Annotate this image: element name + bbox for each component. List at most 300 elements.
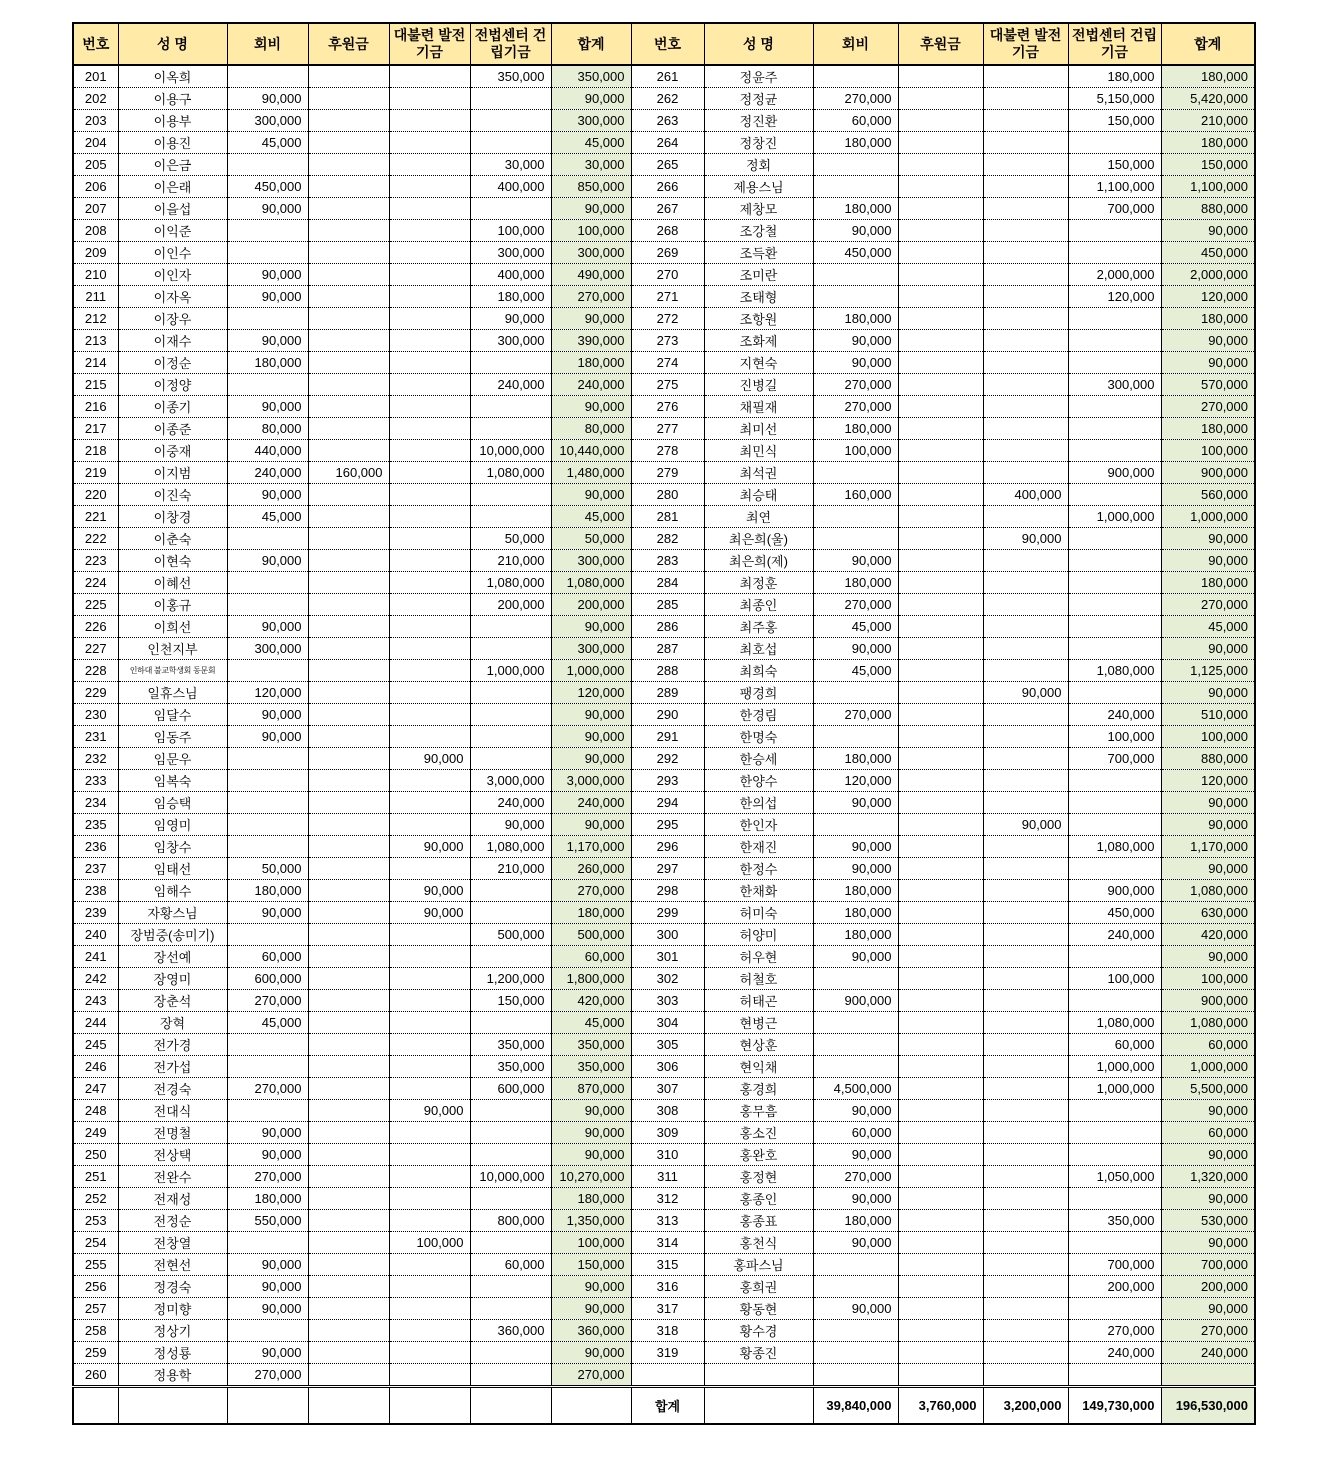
cell-no-left: 211 <box>73 286 118 308</box>
cell-dev-fund-left <box>389 242 470 264</box>
cell-donation-right <box>898 308 983 330</box>
cell-dev-fund-right <box>983 880 1068 902</box>
cell-name-left: 이용구 <box>118 88 227 110</box>
cell-dev-fund-left <box>389 65 470 88</box>
cell-donation-left <box>308 528 389 550</box>
cell-no-right: 275 <box>631 374 704 396</box>
table-row <box>73 616 1255 638</box>
cell-name-left: 이정양 <box>118 374 227 396</box>
cell-center-fund-right <box>1068 594 1161 616</box>
cell-donation-left: 160,000 <box>308 462 389 484</box>
cell-fee-left <box>227 594 308 616</box>
cell-donation-right <box>898 1298 983 1320</box>
summary-fee-total: 39,840,000 <box>813 1387 898 1425</box>
cell-donation-left <box>308 176 389 198</box>
cell-no-left: 251 <box>73 1166 118 1188</box>
cell-center-fund-right <box>1068 1122 1161 1144</box>
cell-donation-left <box>308 858 389 880</box>
cell-dev-fund-left <box>389 726 470 748</box>
cell-dev-fund-left <box>389 1342 470 1364</box>
cell-no-right: 298 <box>631 880 704 902</box>
cell-donation-left <box>308 1232 389 1254</box>
cell-dev-fund-right <box>983 1276 1068 1298</box>
cell-donation-right <box>898 506 983 528</box>
cell-no-right: 319 <box>631 1342 704 1364</box>
cell-dev-fund-right <box>983 440 1068 462</box>
table-row <box>73 1166 1255 1188</box>
cell-center-fund-left: 10,000,000 <box>470 440 551 462</box>
cell-no-left: 229 <box>73 682 118 704</box>
cell-center-fund-left <box>470 1276 551 1298</box>
cell-total-right: 900,000 <box>1161 990 1255 1012</box>
cell-name-right: 제창모 <box>704 198 813 220</box>
cell-dev-fund-right <box>983 264 1068 286</box>
cell-name-right: 허미숙 <box>704 902 813 924</box>
table-row <box>73 1254 1255 1276</box>
cell-total-right: 90,000 <box>1161 858 1255 880</box>
cell-donation-right <box>898 440 983 462</box>
cell-fee-left: 90,000 <box>227 484 308 506</box>
cell-donation-left <box>308 242 389 264</box>
cell-total-left: 90,000 <box>551 88 631 110</box>
table-row <box>73 440 1255 462</box>
table-row <box>73 1122 1255 1144</box>
header-fee-right: 회비 <box>813 23 898 65</box>
cell-no-left: 240 <box>73 924 118 946</box>
cell-no-right: 285 <box>631 594 704 616</box>
cell-donation-right <box>898 528 983 550</box>
cell-dev-fund-right <box>983 242 1068 264</box>
cell-center-fund-right <box>1068 1298 1161 1320</box>
cell-dev-fund-right <box>983 660 1068 682</box>
header-center-fund-right: 전법센터 건립기금 <box>1068 23 1161 65</box>
cell-center-fund-right: 100,000 <box>1068 968 1161 990</box>
cell-center-fund-left: 1,200,000 <box>470 968 551 990</box>
summary-dev-fund-total: 3,200,000 <box>983 1387 1068 1425</box>
cell-donation-left <box>308 154 389 176</box>
cell-fee-left: 90,000 <box>227 330 308 352</box>
cell-center-fund-left <box>470 1144 551 1166</box>
cell-total-left: 90,000 <box>551 308 631 330</box>
cell-total-left: 260,000 <box>551 858 631 880</box>
cell-total-left: 45,000 <box>551 1012 631 1034</box>
table-row <box>73 462 1255 484</box>
cell-donation-left <box>308 946 389 968</box>
cell-dev-fund-left: 90,000 <box>389 1100 470 1122</box>
cell-dev-fund-right <box>983 1188 1068 1210</box>
cell-donation-left <box>308 726 389 748</box>
cell-fee-right: 270,000 <box>813 374 898 396</box>
cell-no-right: 264 <box>631 132 704 154</box>
cell-name-right: 한인자 <box>704 814 813 836</box>
cell-name-right: 최은희(울) <box>704 528 813 550</box>
cell-total-right: 1,125,000 <box>1161 660 1255 682</box>
cell-donation-left <box>308 1078 389 1100</box>
cell-no-right: 299 <box>631 902 704 924</box>
cell-center-fund-right: 300,000 <box>1068 374 1161 396</box>
cell-total-left: 490,000 <box>551 264 631 286</box>
cell-donation-left <box>308 902 389 924</box>
cell-total-right: 90,000 <box>1161 1100 1255 1122</box>
cell-total-left: 300,000 <box>551 638 631 660</box>
table-row <box>73 418 1255 440</box>
cell-donation-left <box>308 594 389 616</box>
cell-no-right: 307 <box>631 1078 704 1100</box>
header-no-left: 번호 <box>73 23 118 65</box>
cell-name-right: 홍천식 <box>704 1232 813 1254</box>
cell-donation-left <box>308 616 389 638</box>
cell-no-right: 263 <box>631 110 704 132</box>
cell-dev-fund-right <box>983 1122 1068 1144</box>
cell-name-left: 이용부 <box>118 110 227 132</box>
cell-total-right: 100,000 <box>1161 726 1255 748</box>
cell-center-fund-left <box>470 132 551 154</box>
cell-fee-left: 90,000 <box>227 88 308 110</box>
cell-name-left: 정미향 <box>118 1298 227 1320</box>
cell-no-left: 241 <box>73 946 118 968</box>
cell-no-right: 308 <box>631 1100 704 1122</box>
cell-dev-fund-left <box>389 638 470 660</box>
cell-center-fund-left: 90,000 <box>470 814 551 836</box>
cell-no-right: 282 <box>631 528 704 550</box>
cell-center-fund-left <box>470 88 551 110</box>
cell-fee-left: 90,000 <box>227 286 308 308</box>
cell-no-right: 317 <box>631 1298 704 1320</box>
cell-total-left: 30,000 <box>551 154 631 176</box>
cell-donation-left <box>308 1254 389 1276</box>
cell-no-right: 272 <box>631 308 704 330</box>
cell-name-left: 이을섭 <box>118 198 227 220</box>
cell-donation-right <box>898 418 983 440</box>
table-row <box>73 242 1255 264</box>
cell-total-left: 180,000 <box>551 352 631 374</box>
summary-empty-cell <box>470 1387 551 1425</box>
cell-center-fund-left <box>470 1232 551 1254</box>
cell-no-left: 207 <box>73 198 118 220</box>
cell-total-right: 1,080,000 <box>1161 880 1255 902</box>
cell-dev-fund-left <box>389 176 470 198</box>
table-row <box>73 220 1255 242</box>
cell-donation-right <box>898 176 983 198</box>
cell-fee-right: 90,000 <box>813 836 898 858</box>
cell-donation-right <box>898 110 983 132</box>
cell-total-right: 530,000 <box>1161 1210 1255 1232</box>
cell-total-left: 240,000 <box>551 792 631 814</box>
cell-fee-right <box>813 1276 898 1298</box>
cell-total-right: 510,000 <box>1161 704 1255 726</box>
cell-dev-fund-right <box>983 65 1068 88</box>
cell-no-right: 296 <box>631 836 704 858</box>
cell-total-right: 180,000 <box>1161 308 1255 330</box>
table-row <box>73 704 1255 726</box>
cell-no-right: 268 <box>631 220 704 242</box>
cell-donation-left <box>308 1034 389 1056</box>
table-row <box>73 176 1255 198</box>
cell-donation-right <box>898 132 983 154</box>
cell-no-right: 266 <box>631 176 704 198</box>
cell-no-left: 260 <box>73 1364 118 1387</box>
cell-name-left: 이은금 <box>118 154 227 176</box>
summary-empty-cell <box>551 1387 631 1425</box>
cell-name-left: 정상기 <box>118 1320 227 1342</box>
cell-donation-left <box>308 968 389 990</box>
summary-donation-total: 3,760,000 <box>898 1387 983 1425</box>
table-row <box>73 1100 1255 1122</box>
cell-dev-fund-left <box>389 1122 470 1144</box>
cell-donation-left <box>308 330 389 352</box>
cell-no-right: 281 <box>631 506 704 528</box>
table-row <box>73 352 1255 374</box>
cell-donation-right <box>898 1364 983 1387</box>
cell-fee-right: 270,000 <box>813 88 898 110</box>
cell-fee-left: 270,000 <box>227 1166 308 1188</box>
cell-donation-left <box>308 1342 389 1364</box>
cell-name-left: 이자옥 <box>118 286 227 308</box>
table-row <box>73 484 1255 506</box>
cell-no-left: 224 <box>73 572 118 594</box>
cell-total-right: 90,000 <box>1161 330 1255 352</box>
table-row <box>73 264 1255 286</box>
cell-name-left: 이혜선 <box>118 572 227 594</box>
cell-center-fund-right: 2,000,000 <box>1068 264 1161 286</box>
cell-name-left: 이희선 <box>118 616 227 638</box>
cell-center-fund-right <box>1068 550 1161 572</box>
cell-dev-fund-left: 100,000 <box>389 1232 470 1254</box>
cell-center-fund-left <box>470 110 551 132</box>
table-row <box>73 396 1255 418</box>
cell-dev-fund-left <box>389 990 470 1012</box>
cell-total-right: 420,000 <box>1161 924 1255 946</box>
summary-grand-total: 196,530,000 <box>1161 1387 1255 1425</box>
cell-fee-right <box>813 968 898 990</box>
cell-center-fund-left <box>470 352 551 374</box>
cell-center-fund-left: 360,000 <box>470 1320 551 1342</box>
cell-total-left: 90,000 <box>551 814 631 836</box>
cell-name-right: 현익채 <box>704 1056 813 1078</box>
table-row <box>73 594 1255 616</box>
cell-fee-right: 90,000 <box>813 858 898 880</box>
cell-fee-right: 450,000 <box>813 242 898 264</box>
cell-name-left: 자황스님 <box>118 902 227 924</box>
cell-no-left: 209 <box>73 242 118 264</box>
cell-fee-left: 270,000 <box>227 1078 308 1100</box>
table-row <box>73 660 1255 682</box>
cell-no-left: 233 <box>73 770 118 792</box>
cell-total-right: 2,000,000 <box>1161 264 1255 286</box>
cell-dev-fund-left <box>389 1034 470 1056</box>
cell-dev-fund-left <box>389 968 470 990</box>
cell-center-fund-left: 180,000 <box>470 286 551 308</box>
cell-total-left: 350,000 <box>551 1034 631 1056</box>
cell-center-fund-left: 400,000 <box>470 176 551 198</box>
cell-dev-fund-left <box>389 594 470 616</box>
cell-center-fund-right: 200,000 <box>1068 1276 1161 1298</box>
cell-donation-right <box>898 396 983 418</box>
cell-total-left: 350,000 <box>551 1056 631 1078</box>
cell-fee-right: 180,000 <box>813 748 898 770</box>
cell-name-right: 한재진 <box>704 836 813 858</box>
cell-fee-right: 270,000 <box>813 704 898 726</box>
cell-dev-fund-left <box>389 682 470 704</box>
cell-donation-left <box>308 418 389 440</box>
cell-dev-fund-right <box>983 1364 1068 1387</box>
cell-total-right: 90,000 <box>1161 814 1255 836</box>
cell-fee-left <box>227 1034 308 1056</box>
cell-total-right: 100,000 <box>1161 968 1255 990</box>
cell-donation-right <box>898 220 983 242</box>
table-row <box>73 1034 1255 1056</box>
cell-name-left: 전가섭 <box>118 1056 227 1078</box>
cell-no-left: 203 <box>73 110 118 132</box>
summary-empty-cell <box>308 1387 389 1425</box>
cell-donation-left <box>308 1276 389 1298</box>
cell-center-fund-right <box>1068 1188 1161 1210</box>
cell-name-left: 전상택 <box>118 1144 227 1166</box>
cell-dev-fund-right <box>983 572 1068 594</box>
table-row <box>73 308 1255 330</box>
cell-center-fund-left: 150,000 <box>470 990 551 1012</box>
cell-name-left: 이재수 <box>118 330 227 352</box>
cell-dev-fund-left <box>389 1364 470 1387</box>
cell-no-right <box>631 1364 704 1387</box>
cell-fee-left: 180,000 <box>227 880 308 902</box>
cell-name-right: 홍종인 <box>704 1188 813 1210</box>
cell-center-fund-right: 1,080,000 <box>1068 660 1161 682</box>
cell-name-left: 인천지부 <box>118 638 227 660</box>
cell-no-left: 237 <box>73 858 118 880</box>
cell-no-left: 227 <box>73 638 118 660</box>
cell-name-left: 임문우 <box>118 748 227 770</box>
cell-dev-fund-left <box>389 1144 470 1166</box>
cell-no-right: 288 <box>631 660 704 682</box>
cell-center-fund-left: 1,080,000 <box>470 836 551 858</box>
cell-total-left: 10,440,000 <box>551 440 631 462</box>
cell-fee-right: 4,500,000 <box>813 1078 898 1100</box>
cell-center-fund-left <box>470 748 551 770</box>
cell-center-fund-left <box>470 506 551 528</box>
cell-center-fund-right: 700,000 <box>1068 748 1161 770</box>
cell-center-fund-right: 120,000 <box>1068 286 1161 308</box>
cell-name-right: 한정수 <box>704 858 813 880</box>
cell-total-left: 1,350,000 <box>551 1210 631 1232</box>
cell-total-right: 90,000 <box>1161 1298 1255 1320</box>
cell-name-right: 최정훈 <box>704 572 813 594</box>
cell-dev-fund-right <box>983 1298 1068 1320</box>
cell-name-left: 전현선 <box>118 1254 227 1276</box>
cell-donation-left <box>308 484 389 506</box>
cell-fee-left <box>227 924 308 946</box>
cell-no-right: 300 <box>631 924 704 946</box>
cell-total-left: 45,000 <box>551 506 631 528</box>
cell-donation-right <box>898 1232 983 1254</box>
cell-center-fund-right: 900,000 <box>1068 880 1161 902</box>
cell-dev-fund-right <box>983 594 1068 616</box>
summary-empty-cell <box>389 1387 470 1425</box>
table-row <box>73 1320 1255 1342</box>
cell-dev-fund-left <box>389 1166 470 1188</box>
cell-name-right: 조항원 <box>704 308 813 330</box>
cell-center-fund-left: 600,000 <box>470 1078 551 1100</box>
cell-no-right: 269 <box>631 242 704 264</box>
table-row <box>73 880 1255 902</box>
cell-center-fund-left: 30,000 <box>470 154 551 176</box>
cell-fee-left <box>227 242 308 264</box>
cell-center-fund-right <box>1068 858 1161 880</box>
cell-name-right: 홍종표 <box>704 1210 813 1232</box>
cell-dev-fund-left <box>389 572 470 594</box>
cell-center-fund-right <box>1068 418 1161 440</box>
cell-center-fund-right: 150,000 <box>1068 110 1161 132</box>
cell-fee-left <box>227 1056 308 1078</box>
cell-name-right <box>704 1364 813 1387</box>
cell-no-left: 246 <box>73 1056 118 1078</box>
cell-center-fund-left <box>470 682 551 704</box>
cell-donation-left <box>308 1188 389 1210</box>
cell-donation-right <box>898 1320 983 1342</box>
cell-name-left: 이장우 <box>118 308 227 330</box>
cell-total-left: 270,000 <box>551 1364 631 1387</box>
cell-no-left: 236 <box>73 836 118 858</box>
cell-donation-left <box>308 110 389 132</box>
cell-donation-right <box>898 902 983 924</box>
cell-donation-right <box>898 1056 983 1078</box>
cell-dev-fund-right <box>983 1254 1068 1276</box>
cell-dev-fund-left <box>389 198 470 220</box>
cell-fee-right: 180,000 <box>813 572 898 594</box>
cell-donation-right <box>898 572 983 594</box>
cell-no-right: 284 <box>631 572 704 594</box>
cell-center-fund-right: 700,000 <box>1068 198 1161 220</box>
cell-name-right: 최주홍 <box>704 616 813 638</box>
cell-fee-right <box>813 286 898 308</box>
cell-dev-fund-right <box>983 836 1068 858</box>
cell-no-left: 206 <box>73 176 118 198</box>
cell-dev-fund-left <box>389 352 470 374</box>
cell-center-fund-right <box>1068 484 1161 506</box>
cell-no-right: 318 <box>631 1320 704 1342</box>
cell-name-right: 허우현 <box>704 946 813 968</box>
cell-fee-left: 50,000 <box>227 858 308 880</box>
cell-donation-right <box>898 990 983 1012</box>
cell-dev-fund-left <box>389 440 470 462</box>
cell-total-right: 120,000 <box>1161 770 1255 792</box>
cell-center-fund-left <box>470 1298 551 1320</box>
cell-fee-left: 45,000 <box>227 506 308 528</box>
cell-fee-left: 90,000 <box>227 616 308 638</box>
cell-center-fund-left <box>470 946 551 968</box>
cell-dev-fund-right <box>983 154 1068 176</box>
cell-center-fund-right <box>1068 1232 1161 1254</box>
cell-donation-right <box>898 198 983 220</box>
cell-dev-fund-left <box>389 616 470 638</box>
cell-total-left: 90,000 <box>551 1122 631 1144</box>
cell-no-right: 289 <box>631 682 704 704</box>
cell-center-fund-left: 10,000,000 <box>470 1166 551 1188</box>
cell-dev-fund-left <box>389 924 470 946</box>
cell-name-right: 최미선 <box>704 418 813 440</box>
cell-fee-right <box>813 1342 898 1364</box>
cell-dev-fund-left <box>389 814 470 836</box>
cell-no-right: 314 <box>631 1232 704 1254</box>
cell-name-left: 이현숙 <box>118 550 227 572</box>
cell-total-right: 100,000 <box>1161 440 1255 462</box>
table-row <box>73 946 1255 968</box>
cell-name-right: 정창진 <box>704 132 813 154</box>
cell-donation-left <box>308 374 389 396</box>
cell-donation-right <box>898 1144 983 1166</box>
cell-no-left: 218 <box>73 440 118 462</box>
cell-total-left: 1,800,000 <box>551 968 631 990</box>
